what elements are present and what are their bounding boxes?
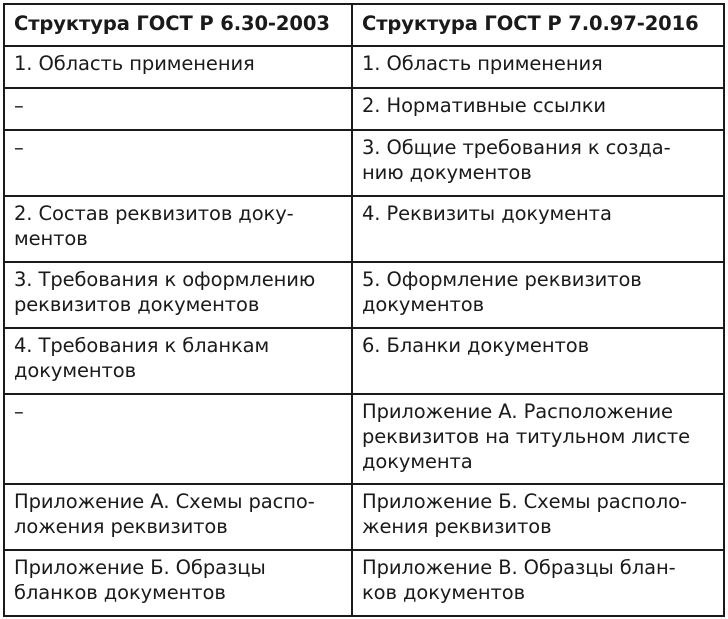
table-row (4, 550, 724, 616)
table-row (4, 46, 724, 88)
cell-text: 6. Бланки документов (362, 334, 589, 357)
table-row (4, 196, 724, 262)
cell-text: Приложение В. Образцы блан- ков документов (362, 556, 676, 604)
table-cell (4, 130, 352, 196)
table-cell (4, 484, 352, 550)
cell-text: Приложение А. Расположение реквизитов на титульном листе документа (362, 400, 691, 473)
cell-text: 5. Оформление реквизитов документов (362, 268, 642, 316)
table-row (4, 130, 724, 196)
table-body (4, 46, 724, 616)
cell-text: 3. Требования к оформлению реквизитов документов (14, 268, 316, 316)
table-cell (352, 550, 724, 616)
cell-text: 1. Область применения (362, 52, 603, 75)
cell-text: – (14, 94, 24, 117)
table-cell (352, 394, 724, 484)
table-cell (4, 196, 352, 262)
cell-text: 2. Нормативные ссылки (362, 94, 606, 117)
table-cell (352, 328, 724, 394)
cell-text: 3. Общие требования к созда- нию документов (362, 136, 671, 184)
table-row (4, 394, 724, 484)
table-row (4, 484, 724, 550)
table-cell (4, 88, 352, 130)
header-gost-6-30-2003: Структура ГОСТ Р 6.30-2003 (4, 4, 352, 46)
cell-text: 1. Область применения (14, 52, 255, 75)
cell-text: Приложение А. Схемы распо- ложения реквизитов (14, 490, 315, 538)
table-header (4, 4, 724, 46)
table-cell (352, 130, 724, 196)
table-cell (4, 394, 352, 484)
table-cell (352, 46, 724, 88)
table-cell (352, 484, 724, 550)
table-cell (352, 196, 724, 262)
header-row (4, 4, 724, 46)
table-cell (4, 46, 352, 88)
table-row (4, 262, 724, 328)
cell-text: Приложение Б. Схемы располо- жения реквизитов (362, 490, 687, 538)
cell-text: 4. Реквизиты документа (362, 202, 612, 225)
table-cell (4, 328, 352, 394)
cell-text: – (14, 400, 24, 423)
cell-text: 2. Состав реквизитов доку- ментов (14, 202, 294, 250)
table-cell (352, 88, 724, 130)
table-row (4, 88, 724, 130)
cell-text: – (14, 136, 24, 159)
cell-text: 4. Требования к бланкам документов (14, 334, 270, 382)
table-cell (352, 262, 724, 328)
cell-text: Приложение Б. Образцы бланков документов (14, 556, 266, 604)
table-cell (4, 262, 352, 328)
gost-comparison-table (3, 3, 725, 617)
table-cell (4, 550, 352, 616)
table-row (4, 328, 724, 394)
header-gost-7-0-97-2016: Структура ГОСТ Р 7.0.97-2016 (352, 4, 724, 46)
